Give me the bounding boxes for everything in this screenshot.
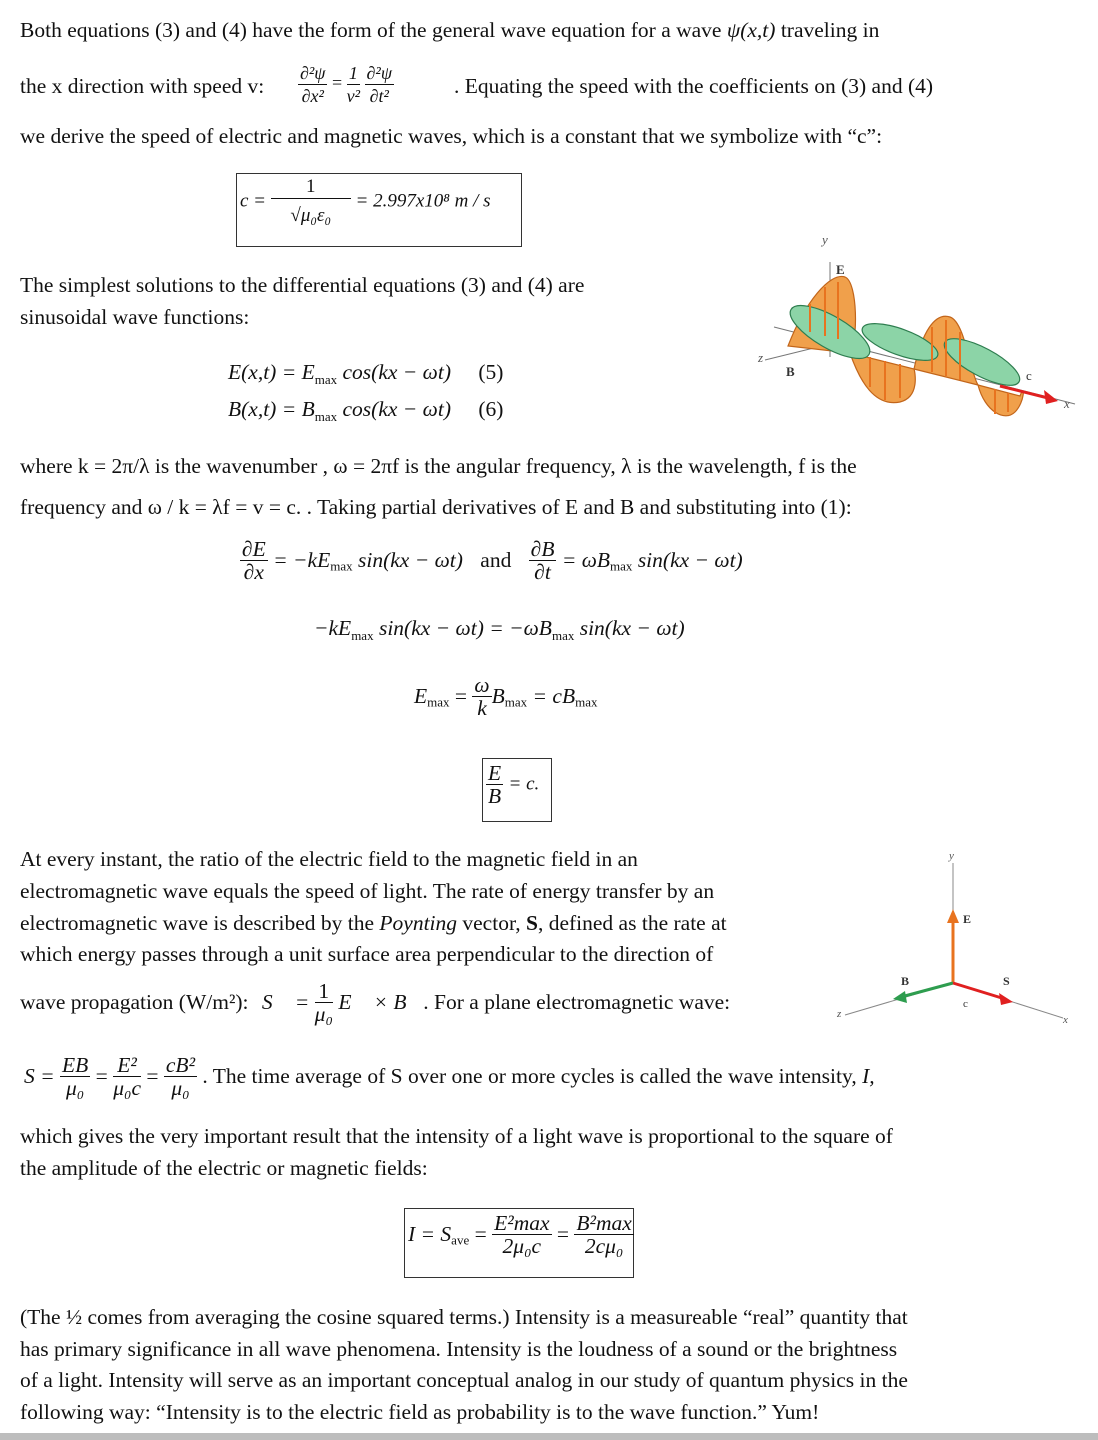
wave-equation: $\frac{\text{∂²ψ}}{\text{∂x²}}$ = $\frac{1}{\text{v²}}$ $\frac{\text{∂²ψ}}{\text{∂t²}}$: [300, 63, 393, 106]
para4-line1: At every instant, the ratio of the electric field to the magnetic field in an: [20, 847, 638, 871]
emax-equation: $E_{max}$ = $\frac{\omega}{k}$ $B_{max} = cB_{max}$: [414, 673, 598, 720]
bottom-scroll-edge: [0, 1433, 1098, 1440]
fig1-y-label: y: [822, 232, 828, 247]
para2-line1: The simplest solutions to the differential equations (3) and (4) are: [20, 273, 585, 297]
fig2-e-label: E: [963, 912, 972, 926]
fig2-x-label: x: [1063, 1014, 1068, 1026]
fig1-e-label: E: [836, 262, 845, 277]
fig1-z-label: z: [758, 350, 764, 365]
derivative-equality: $-kE_{max}$ $\sin(kx - \omega t) = -\omega B_{max}$ sin(kx − ωt): [314, 616, 685, 643]
para6-line4: following way: “Intensity is to the electric field as probability is to the wave function.” Yum!: [20, 1400, 820, 1424]
para6-line3: of a light. Intensity will serve as an important conceptual analog in our study of quantum physics in the: [20, 1368, 908, 1392]
fig1-x-label: x: [1064, 396, 1070, 411]
para1-line3: we derive the speed of electric and magnetic waves, which is a constant that we symbolize with “c”:: [20, 124, 883, 148]
para1-line2-end: . Equating the speed with the coefficients on (3) and (4): [454, 74, 934, 98]
fig2-s-label: S: [1003, 974, 1010, 988]
em-wave-figure: [750, 232, 1090, 422]
para6-line2: has primary significance in all wave phenomena. Intensity is the loudness of a sound or the brightness: [20, 1337, 898, 1361]
para4-line4: which energy passes through a unit surface area perpendicular to the direction of: [20, 942, 714, 966]
para4-line2: electromagnetic wave equals the speed of light. The rate of energy transfer by an: [20, 879, 715, 903]
para4-line5: wave propagation (W/m²): S⃗ = $\frac{1}{\text{μ₀}}$ E⃗ × B⃗. For a plane electromagnetic wave:: [20, 979, 731, 1026]
para6-line1: (The ½ comes from averaging the cosine squared terms.) Intensity is a measureable “real” quantity that: [20, 1305, 908, 1329]
fig2-c-label: c: [963, 998, 968, 1010]
speed-of-light-equation: c = $\frac{1}{\text{√μ₀ε₀}}$ = 2.997x10⁸ m / s: [240, 176, 491, 226]
intensity-equation: $I = S_{ave}$ = $\frac{\text{E²max}}{\text{2μ₀c}}$ = $\frac{\text{B²max}}{\text{2cμ₀}}$: [408, 1211, 632, 1258]
para4-line3: electromagnetic wave is described by the Poynting vector, S, defined as the rate at: [20, 911, 727, 935]
para5-line2: the amplitude of the electric or magnetic fields:: [20, 1156, 428, 1180]
fig2-y-label: y: [949, 850, 954, 862]
poynting-figure: [835, 845, 1075, 1030]
poynting-equation: S = $\frac{EB}{\text{μ₀}}$ = $\frac{\text{E²}}{\text{μ₀c}}$ = $\frac{\text{cB²}}{\text{μ₀}}$ . The time average of S over one or more cycles is called the wave intensity, I,: [24, 1053, 875, 1100]
para1-line1: Both equations (3) and (4) have the form of the general wave equation for a wave ψ(x,t) traveling in: [20, 18, 880, 42]
fig2-b-label: B: [901, 974, 910, 988]
para5-line1: which gives the very important result that the intensity of a light wave is proportional to the square of: [20, 1124, 893, 1148]
para2-line2: sinusoidal wave functions:: [20, 305, 250, 329]
fig1-c-label: c: [1026, 368, 1032, 383]
para3-line2: frequency and ω / k = λf = v = c. . Taking partial derivatives of E and B and substituting into (1):: [20, 495, 852, 519]
fig2-z-label: z: [837, 1008, 842, 1020]
para3-line1: where k = 2π/λ is the wavenumber , ω = 2πf is the angular frequency, λ is the wavelength, f is the: [20, 454, 857, 478]
para1-line2-start: the x direction with speed v:: [20, 74, 265, 98]
b-solution: $B(x,t) = B_{max}$ cos(kx − ωt) (6): [228, 397, 504, 424]
s-vector: [953, 983, 1005, 999]
fig1-b-label: B: [786, 364, 795, 379]
derivative-equations: $\frac{\partial E}{\partial x}$ = $-kE_{max}$ sin(kx − ωt) and $\frac{\partial B}{\partial t}$ = $\omega B_{max}$ sin(kx − ωt): [242, 537, 743, 584]
e-solution: $E(x,t) = E_{max}$ cos(kx − ωt) (5): [228, 360, 504, 387]
ratio-equation: $\frac{E}{B}$ = c.: [488, 761, 540, 808]
